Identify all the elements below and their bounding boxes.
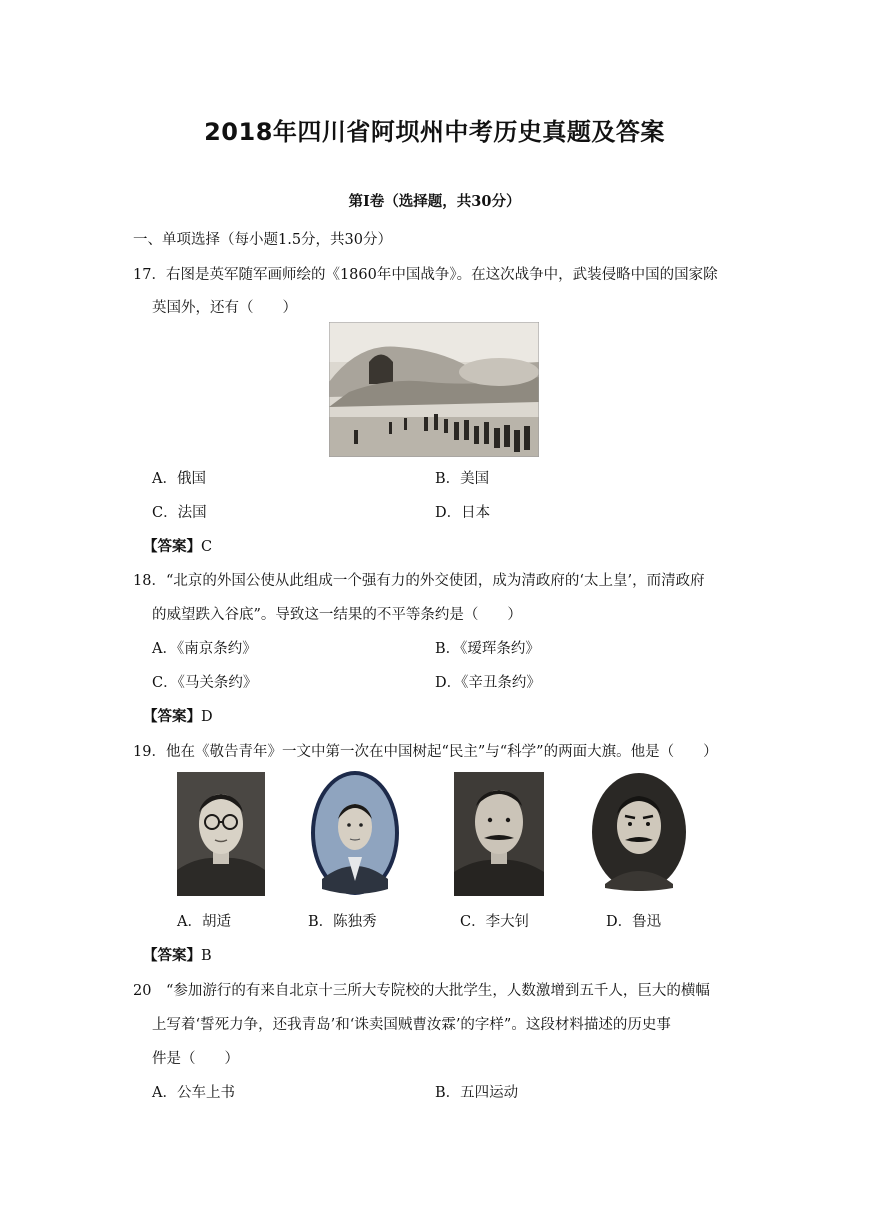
q17-answer	[143, 535, 212, 556]
q18-option-b: B．《瑷珲条约》	[435, 641, 540, 657]
q18-answer	[143, 705, 213, 726]
q17-war-engraving	[329, 322, 539, 457]
q17-option-a: A．俄国	[152, 471, 206, 487]
document-title: 2018年四川省阿坝州中考历史真题及答案	[204, 118, 665, 146]
q18-option-d: D．《辛丑条约》	[435, 675, 541, 691]
q19-stem-line1: 19．他在《敬告青年》一文中第一次在中国树起“民主”与“科学”的两面大旗。他是（ ）	[133, 744, 718, 760]
q18-answer-label: 【答案】	[143, 708, 201, 725]
q20-stem-line3: 件是（ ）	[152, 1051, 239, 1067]
q17-stem-line1: 17．右图是英军随军画师绘的《1860年中国战争》。在这次战争中，武装侵略中国的国家除	[133, 267, 718, 283]
q19-portrait-chen-duxiu	[310, 769, 400, 897]
q17-answer-value: C	[201, 539, 213, 555]
q19-portrait-li-dazhao	[454, 772, 544, 896]
q18-option-c: C．《马关条约》	[152, 675, 258, 691]
q20-option-b: B．五四运动	[435, 1085, 519, 1101]
q20-option-a: A．公车上书	[152, 1085, 235, 1101]
q17-answer-label: 【答案】	[143, 538, 201, 555]
q19-option-c: C．李大钊	[460, 914, 530, 930]
q19-option-d: D．鲁迅	[606, 914, 662, 930]
q20-stem-line1: 20 “参加游行的有来自北京十三所大专院校的大批学生，人数激增到五千人，巨大的横幅	[133, 983, 710, 999]
q19-answer	[143, 944, 212, 965]
q20-stem-line2: 上写着‘誓死力争，还我青岛’和‘诛卖国贼曹汝霖’的字样”。这段材料描述的历史事	[152, 1017, 671, 1033]
section-heading: 第Ⅰ卷（选择题，共30分）	[348, 193, 521, 210]
part-heading: 一、单项选择（每小题1.5分，共30分）	[133, 232, 393, 248]
q19-answer-value: B	[201, 948, 212, 964]
q19-answer-label: 【答案】	[143, 947, 201, 964]
q18-stem-line1: 18．“北京的外国公使从此组成一个强有力的外交使团，成为清政府的‘太上皇’，而清政府	[133, 573, 705, 589]
q19-option-b: B．陈独秀	[308, 914, 377, 930]
q17-option-d: D．日本	[435, 505, 491, 521]
q18-option-a: A．《南京条约》	[152, 641, 257, 657]
q17-option-b: B．美国	[435, 471, 490, 487]
q17-option-c: C．法国	[152, 505, 207, 521]
q19-portrait-hu-shi	[177, 772, 265, 896]
q18-answer-value: D	[201, 709, 213, 725]
q18-stem-line2: 的威望跌入谷底”。导致这一结果的不平等条约是（ ）	[152, 607, 522, 623]
q19-option-a: A．胡适	[177, 914, 231, 930]
q19-portrait-lu-xun	[591, 772, 687, 892]
q17-stem-line2: 英国外，还有（ ）	[152, 300, 297, 316]
